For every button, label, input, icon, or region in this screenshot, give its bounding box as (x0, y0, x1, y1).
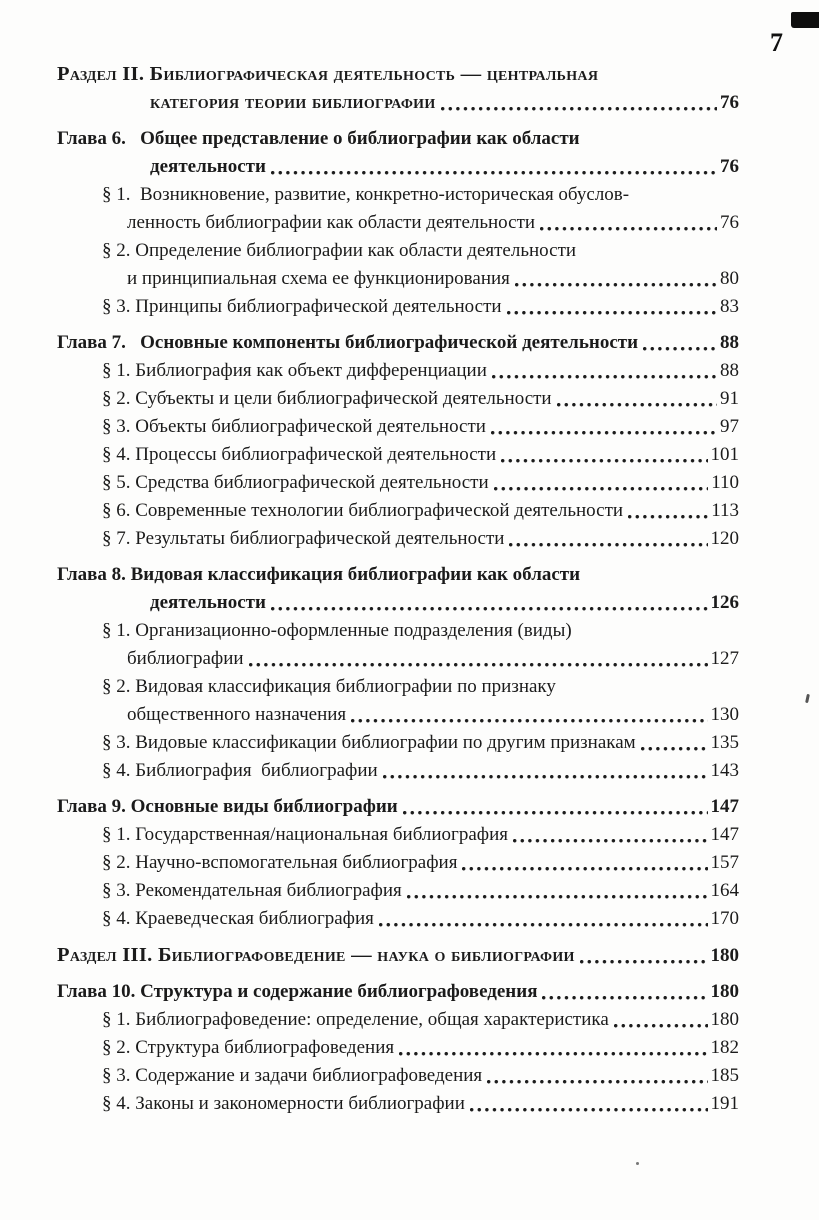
toc-page-number: 180 (710, 1009, 739, 1030)
dot-leader (492, 375, 717, 379)
toc-entry-text: категория теории библиографии (150, 91, 436, 113)
toc-entry-line (57, 265, 739, 293)
toc-entry-text: библиографии (127, 648, 244, 669)
toc-entry-text: § 3. Объекты библиографической деятельности (102, 416, 486, 437)
toc-entry-text: § 1. Библиография как объект дифференциации (102, 360, 487, 381)
dot-leader (643, 347, 717, 351)
scan-speck (805, 694, 810, 703)
toc-entry-text: ленность библиографии как области деятельности (127, 212, 536, 233)
dot-leader (513, 839, 707, 843)
toc-entry-text: § 1. Государственная/национальная библиография (102, 824, 509, 845)
dot-leader (441, 107, 717, 111)
toc-page-number: 76 (720, 92, 739, 113)
toc-page-number: 185 (710, 1065, 739, 1086)
toc-page-number: 147 (710, 796, 739, 817)
toc-entry-line (57, 293, 739, 321)
toc-page-number: 101 (710, 444, 739, 465)
toc-entry-text: Глава 8. Видовая классификация библиографии как области (57, 564, 581, 585)
toc-entry-line (57, 793, 739, 821)
dot-leader (379, 923, 708, 927)
toc-entry-line (57, 413, 739, 441)
toc-entry-text: § 1. Организационно-оформленные подразделения (виды) (102, 620, 572, 641)
dot-leader (628, 515, 708, 519)
dot-leader (487, 1080, 707, 1084)
dot-leader (399, 1052, 707, 1056)
toc-page-number: 76 (720, 212, 739, 233)
toc-entry-text: Глава 9. Основные виды библиографии (57, 796, 398, 817)
toc-entry-line (57, 978, 739, 1006)
toc-entry-line (57, 385, 739, 413)
scan-speck (636, 1162, 639, 1165)
toc-entry-line (57, 497, 739, 525)
dot-leader (641, 747, 708, 751)
toc-entry-line (57, 673, 739, 701)
toc-page-number: 113 (711, 500, 739, 521)
toc-entry-text: Глава 10. Структура и содержание библиографоведения (57, 981, 538, 1002)
toc-page-number: 164 (710, 880, 739, 901)
toc-page-number: 143 (710, 760, 739, 781)
toc-page-number: 126 (710, 592, 739, 613)
toc-entry-line (57, 561, 739, 589)
dot-leader (470, 1108, 708, 1112)
toc-entry-text: § 6. Современные технологии библиографической деятельности (102, 500, 624, 521)
toc-entry-line (57, 905, 739, 933)
dot-leader (580, 960, 708, 964)
toc-entry-text: § 4. Законы и закономерности библиографии (102, 1093, 465, 1114)
toc-entry-text: § 7. Результаты библиографической деятельности (102, 528, 505, 549)
toc-entry-line (57, 645, 739, 673)
toc-entry-text: § 4. Процессы библиографической деятельности (102, 444, 497, 465)
dot-leader (249, 663, 708, 667)
toc-entry-text: деятельности (150, 592, 266, 613)
dot-leader (491, 431, 717, 435)
toc-entry-text: § 1. Библиографоведение: определение, общая характеристика (102, 1009, 609, 1030)
toc-entry-text: § 2. Научно-вспомогательная библиография (102, 852, 458, 873)
toc-entry-line (57, 757, 739, 785)
toc-page-number: 120 (710, 528, 739, 549)
toc-entry-line (57, 1034, 739, 1062)
toc-entry-line (57, 849, 739, 877)
table-of-contents (57, 60, 739, 1118)
toc-entry-line (57, 60, 739, 88)
toc-page-number: 80 (720, 268, 739, 289)
toc-page-number: 127 (710, 648, 739, 669)
dot-leader (383, 775, 708, 779)
toc-entry-text: § 3. Содержание и задачи библиографоведения (102, 1065, 483, 1086)
toc-entry-text: § 2. Определение библиографии как области деятельности (102, 240, 577, 261)
toc-entry-line (57, 877, 739, 905)
toc-entry-text: Глава 6. Общее представление о библиографии как области (57, 128, 580, 149)
dot-leader (271, 607, 708, 611)
toc-page-number: 170 (710, 908, 739, 929)
toc-page-number: 157 (710, 852, 739, 873)
toc-page-number: 97 (720, 416, 739, 437)
toc-entry-text: общественного назначения (127, 704, 347, 725)
toc-entry-line (57, 525, 739, 553)
toc-entry-line (57, 237, 739, 265)
toc-entry-line (57, 821, 739, 849)
page-number: 7 (770, 28, 783, 57)
toc-entry-line (57, 441, 739, 469)
toc-entry-text: деятельности (150, 156, 266, 177)
toc-entry-text: и принципиальная схема ее функционирования (127, 268, 510, 289)
dot-leader (540, 227, 717, 231)
toc-page-number: 110 (711, 472, 739, 493)
toc-entry-line (57, 729, 739, 757)
toc-entry-line (57, 329, 739, 357)
toc-entry-line (57, 701, 739, 729)
dot-leader (271, 171, 717, 175)
toc-entry-text: § 2. Видовая классификация библиографии по признаку (102, 676, 556, 697)
toc-entry-text: § 3. Видовые классификации библиографии по другим признакам (102, 732, 636, 753)
dot-leader (557, 403, 717, 407)
dot-leader (403, 811, 708, 815)
toc-page-number: 91 (720, 388, 739, 409)
toc-entry-text: § 2. Структура библиографоведения (102, 1037, 395, 1058)
dot-leader (614, 1024, 708, 1028)
toc-entry-line (57, 125, 739, 153)
toc-page-number: 76 (720, 156, 739, 177)
toc-page-number: 130 (710, 704, 739, 725)
toc-entry-text: § 5. Средства библиографической деятельности (102, 472, 489, 493)
dot-leader (509, 543, 707, 547)
toc-page-number: 180 (710, 981, 739, 1002)
toc-page-number: 88 (720, 360, 739, 381)
dot-leader (351, 719, 707, 723)
toc-page-number: 147 (710, 824, 739, 845)
dot-leader (407, 895, 708, 899)
toc-entry-text: Раздел II. Библиографическая деятельность — центральная (57, 63, 599, 85)
toc-entry-text: § 1. Возникновение, развитие, конкретно-историческая обуслов- (102, 184, 630, 205)
toc-entry-line (57, 469, 739, 497)
toc-entry-line (57, 88, 739, 117)
dot-leader (542, 996, 707, 1000)
toc-page-number: 191 (710, 1093, 739, 1114)
toc-entry-line (57, 209, 739, 237)
toc-entry-text: § 2. Субъекты и цели библиографической деятельности (102, 388, 552, 409)
toc-entry-text: Глава 7. Основные компоненты библиографической деятельности (57, 332, 639, 353)
dot-leader (507, 311, 717, 315)
toc-entry-line (57, 617, 739, 645)
toc-entry-line (57, 181, 739, 209)
dot-leader (494, 487, 709, 491)
toc-entry-line (57, 357, 739, 385)
toc-entry-text: Раздел III. Библиографоведение — наука о библиографии (57, 944, 575, 966)
toc-page-number: 83 (720, 296, 739, 317)
toc-entry-line (57, 941, 739, 970)
toc-page-number: 180 (710, 945, 739, 966)
dot-leader (515, 283, 717, 287)
toc-entry-line (57, 1090, 739, 1118)
toc-page-number: 88 (720, 332, 739, 353)
dot-leader (501, 459, 707, 463)
toc-page-number: 182 (710, 1037, 739, 1058)
toc-page-number: 135 (710, 732, 739, 753)
toc-entry-text: § 4. Краеведческая библиография (102, 908, 374, 929)
toc-entry-line (57, 1062, 739, 1090)
toc-entry-text: § 4. Библиография библиографии (102, 760, 378, 781)
toc-entry-line (57, 1006, 739, 1034)
toc-entry-text: § 3. Принципы библиографической деятельности (102, 296, 502, 317)
scan-edge-mark (791, 12, 819, 28)
dot-leader (462, 867, 707, 871)
toc-entry-text: § 3. Рекомендательная библиография (102, 880, 402, 901)
toc-entry-line (57, 153, 739, 181)
toc-entry-line (57, 589, 739, 617)
